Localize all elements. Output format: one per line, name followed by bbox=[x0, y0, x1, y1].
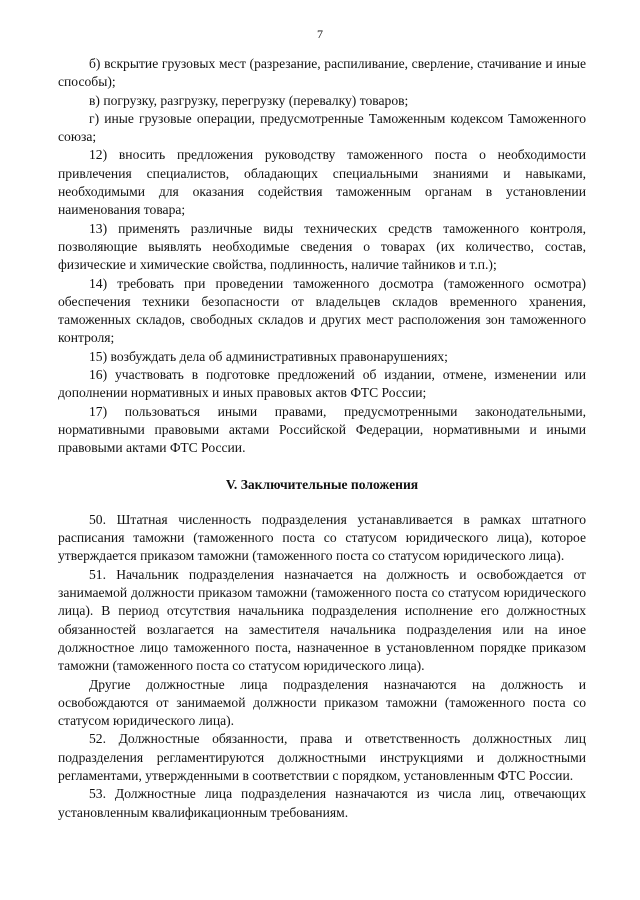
paragraph-50: 50. Штатная численность подразделения устанавливается в рамках штатного расписания таможни (таможенного поста со статусом юридического лица), которое утверждается приказом таможни (таможенного поста со статусом юридического лица). bbox=[58, 511, 586, 564]
paragraph-v-loading: в) погрузку, разгрузку, перегрузку (перевалку) товаров; bbox=[89, 92, 409, 108]
page-number: 7 bbox=[317, 27, 323, 41]
paragraph-51-other-officials: Другие должностные лица подразделения назначаются на должность и освобождаются от занимаемой должности приказом таможни (таможенного поста со статусом юридического лица). bbox=[58, 676, 586, 729]
paragraph-g-other-operations: г) иные грузовые операции, предусмотренные Таможенным кодексом Таможенного союза; bbox=[58, 110, 586, 145]
document-body bbox=[58, 55, 586, 822]
paragraph-51: 51. Начальник подразделения назначается на должность и освобождается от занимаемой должности приказом таможни (таможенного поста со статусом юридического лица). В период отсутствия начальника подразделения исполнение его должностных обязанностей возлагается на заместителя начальника подразделения или на иное должностное лицо таможенного поста, назначенное в установленном порядке приказом таможни (таможенного поста со статусом юридического лица). bbox=[58, 566, 586, 674]
paragraph-b-cargo-opening: б) вскрытие грузовых мест (разрезание, распиливание, сверление, стачивание и иные способы); bbox=[58, 56, 586, 90]
paragraph-14: 14) требовать при проведении таможенного досмотра (таможенного осмотра) обеспечения техники безопасности от владельцев складов временного хранения, таможенных складов, свободных складов и других мест расположения зон таможенного контроля; bbox=[58, 275, 586, 346]
section-heading: V. Заключительные положения bbox=[225, 476, 419, 492]
paragraph-16: 16) участвовать в подготовке предложений об издании, отмене, изменении или дополнении нормативных и иных правовых актов ФТС России; bbox=[58, 367, 586, 401]
paragraph-52: 52. Должностные обязанности, права и ответственность должностных лиц подразделения регламентируются должностными инструкциями и должностными регламентами, утвержденными в соответствии с порядком, установленным ФТС России. bbox=[58, 731, 586, 783]
paragraph-13: 13) применять различные виды технических средств таможенного контроля, позволяющие выявлять необходимые сведения о товарах (их количество, состав, физические и химические свойства, подлинность, наличие тайников и т.п.); bbox=[58, 220, 586, 273]
paragraph-17: 17) пользоваться иными правами, предусмотренными законодательными, нормативными правовыми актами Российской Федерации, нормативными и иными правовыми актами ФТС России. bbox=[58, 403, 586, 456]
paragraph-15: 15) возбуждать дела об административных правонарушениях; bbox=[89, 348, 448, 364]
paragraph-53: 53. Должностные лица подразделения назначаются из числа лиц, отвечающих установленным квалификационным требованиям. bbox=[58, 786, 586, 820]
paragraph-12: 12) вносить предложения руководству таможенного поста о необходимости привлечения специалистов, обладающих специальными знаниями и навыками, необходимыми для оказания содействия таможенным органам в установлении наименования товара; bbox=[58, 147, 586, 218]
